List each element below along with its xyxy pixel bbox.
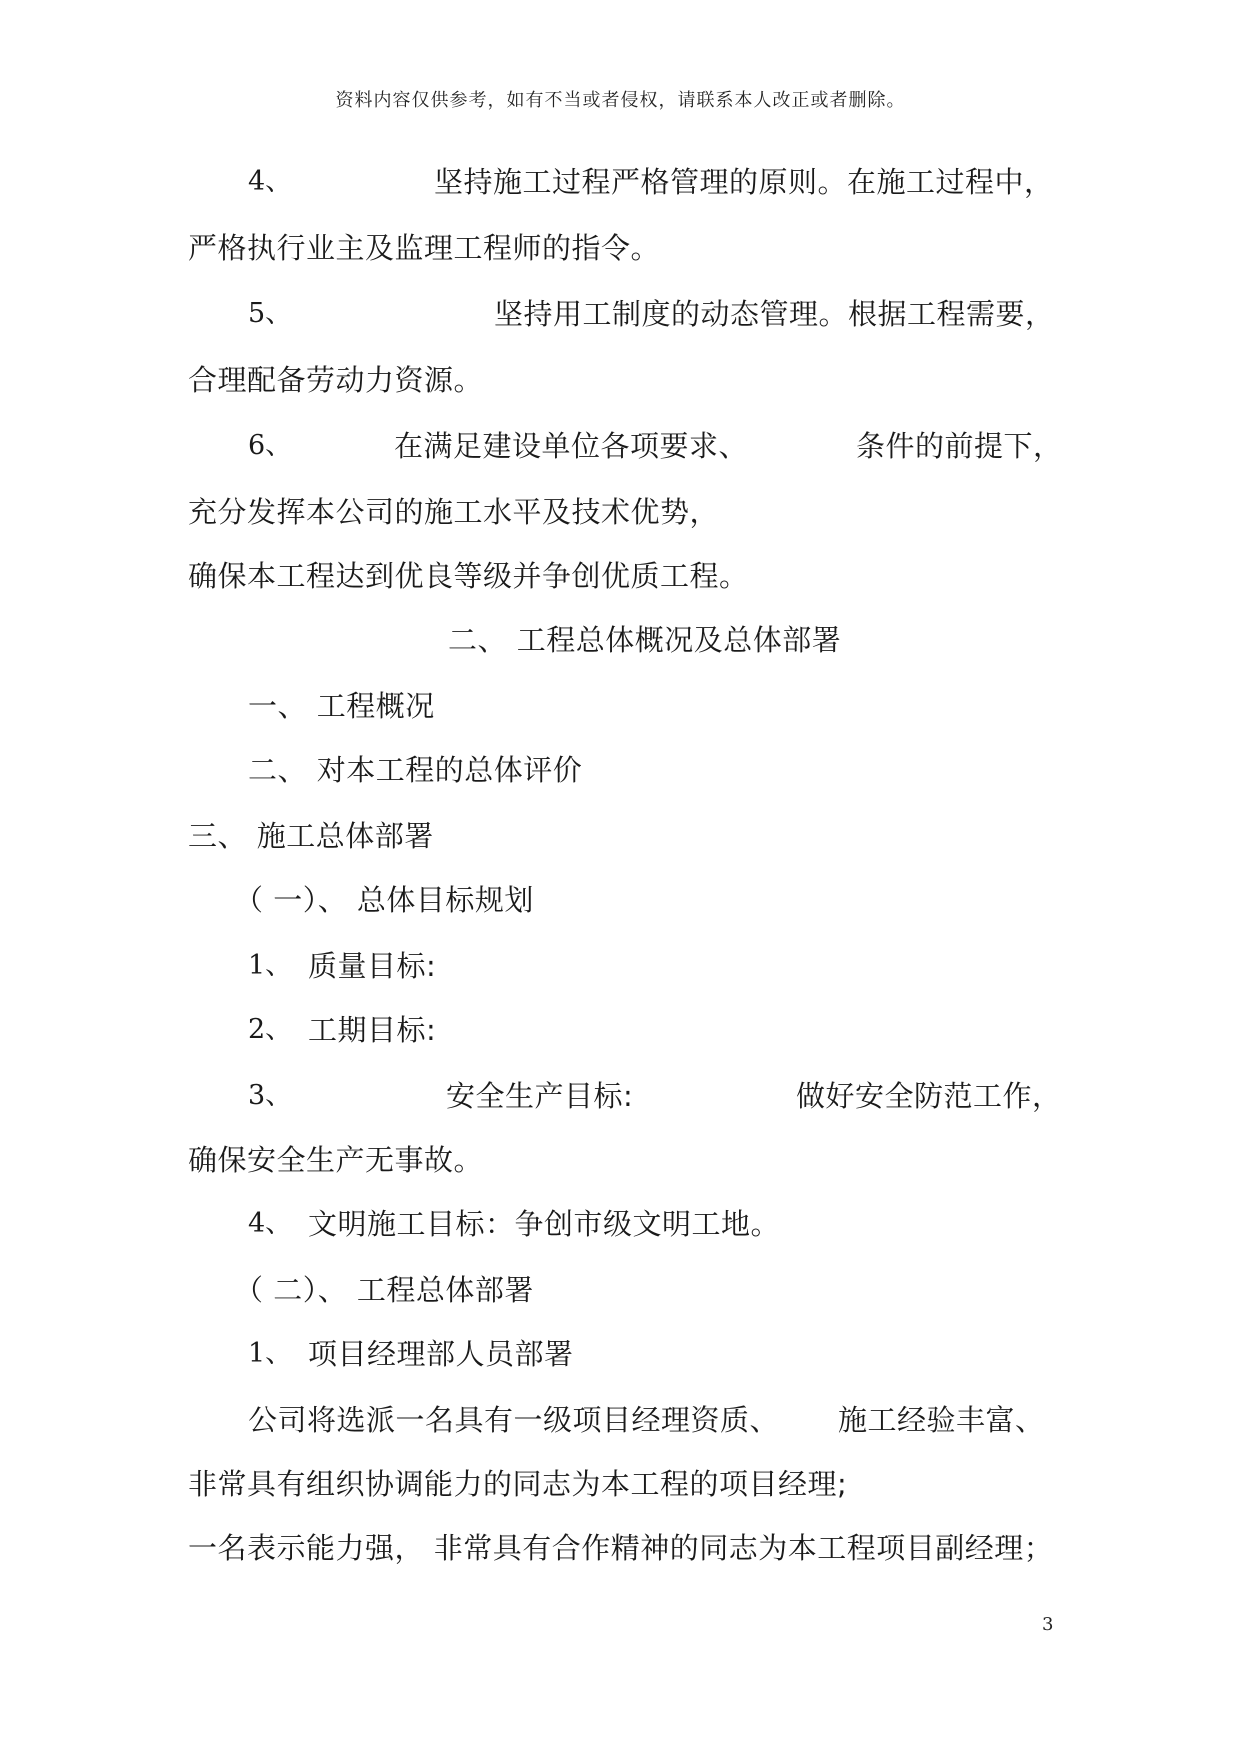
paragraph-line: 充分发挥本公司的施工水平及技术优势， bbox=[188, 495, 720, 529]
item-number: 5、 bbox=[248, 298, 293, 329]
item-number: 3、 bbox=[248, 1080, 293, 1111]
goal-line: 工期目标: bbox=[308, 1013, 437, 1047]
subsection-heading: 二、 对本工程的总体评价 bbox=[248, 753, 583, 787]
paragraph-line: 非常具有组织协调能力的同志为本工程的项目经理; bbox=[188, 1467, 848, 1501]
goal-line: 质量目标: bbox=[308, 949, 437, 983]
paragraph-line: 一名表示能力强， 非常具有合作精神的同志为本工程项目副经理； bbox=[188, 1531, 1054, 1565]
paragraph-line: 严格执行业主及监理工程师的指令。 bbox=[188, 231, 661, 265]
paragraph-line: 在满足建设单位各项要求、 bbox=[394, 429, 749, 463]
item-number: 1、 bbox=[248, 1338, 293, 1369]
paragraph-line: 确保本工程达到优良等级并争创优质工程。 bbox=[188, 559, 749, 593]
paragraph-line: 公司将选派一名具有一级项目经理资质、 bbox=[248, 1403, 780, 1437]
paragraph-line: 施工经验丰富、 bbox=[838, 1403, 1045, 1437]
sub-subsection-heading: （ 二）、 工程总体部署 bbox=[234, 1273, 534, 1307]
item-number: 4、 bbox=[248, 1208, 293, 1239]
goal-line: 确保安全生产无事故。 bbox=[188, 1143, 484, 1177]
item-number: 4、 bbox=[248, 166, 293, 197]
header-disclaimer: 资料内容仅供参考，如有不当或者侵权，请联系本人改正或者删除。 bbox=[335, 90, 906, 111]
page-number: 3 bbox=[1042, 1614, 1054, 1635]
item-number: 6、 bbox=[248, 430, 293, 461]
item-number: 1、 bbox=[248, 950, 293, 981]
sub-subsection-heading: （ 一）、 总体目标规划 bbox=[234, 883, 534, 917]
paragraph-line: 坚持用工制度的动态管理。根据工程需要， bbox=[494, 297, 1055, 331]
goal-line: 安全生产目标: bbox=[446, 1079, 634, 1113]
subsection-heading: 一、 工程概况 bbox=[248, 689, 435, 723]
section-heading: 二、 工程总体概况及总体部署 bbox=[448, 623, 842, 657]
deployment-heading: 项目经理部人员部署 bbox=[308, 1337, 574, 1371]
subsection-heading: 三、 施工总体部署 bbox=[188, 819, 434, 853]
paragraph-line: 条件的前提下， bbox=[856, 429, 1063, 463]
paragraph-line: 合理配备劳动力资源。 bbox=[188, 363, 484, 397]
paragraph-line: 坚持施工过程严格管理的原则。在施工过程中， bbox=[434, 165, 1054, 199]
goal-line: 做好安全防范工作， bbox=[796, 1079, 1062, 1113]
item-number: 2、 bbox=[248, 1014, 293, 1045]
goal-line: 文明施工目标：争创市级文明工地。 bbox=[308, 1207, 781, 1241]
